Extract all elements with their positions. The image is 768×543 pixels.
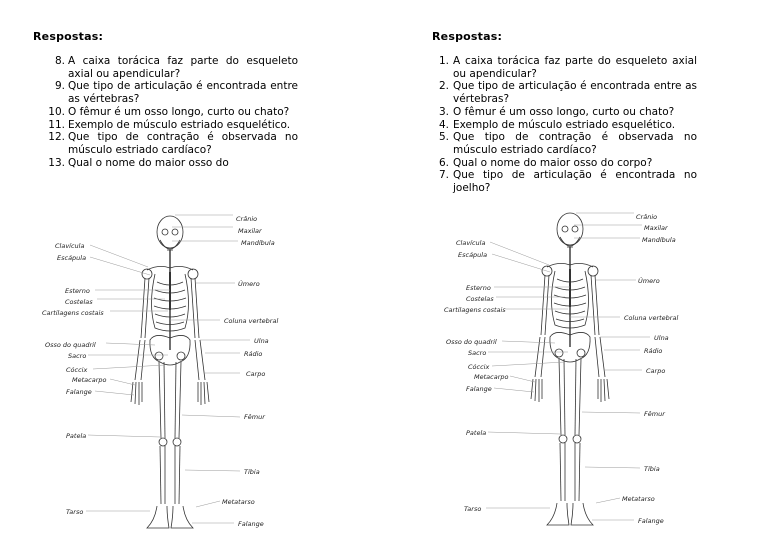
question-item: 6. Qual o nome do maior osso do corpo? bbox=[438, 156, 653, 169]
label-coccix: Cóccix bbox=[66, 366, 88, 374]
label-maxilar: Maxilar bbox=[238, 227, 262, 235]
label-costelas: Costelas bbox=[65, 298, 93, 306]
label-coluna: Coluna vertebral bbox=[624, 314, 679, 322]
label-umero: Úmero bbox=[638, 277, 660, 285]
label-sacro: Sacro bbox=[68, 352, 87, 360]
label-umero: Úmero bbox=[238, 280, 260, 288]
label-femur: Fêmur bbox=[244, 413, 265, 421]
label-tibia: Tíbia bbox=[244, 468, 260, 476]
label-sacro: Sacro bbox=[468, 349, 487, 357]
label-falange-mao: Falange bbox=[466, 385, 492, 393]
question-item: 5. Que tipo de contração é observada no músculo estriado cardíaco? bbox=[438, 131, 697, 156]
label-cartilagens: Cartilagens costais bbox=[42, 309, 104, 317]
label-cartilagens: Cartilagens costais bbox=[444, 306, 506, 314]
label-clavicula: Clavícula bbox=[456, 239, 486, 247]
label-osso-quadril: Osso do quadril bbox=[45, 341, 96, 349]
skeleton-diagram bbox=[0, 205, 384, 535]
label-tarso: Tarso bbox=[66, 508, 84, 516]
label-maxilar: Maxilar bbox=[644, 224, 668, 232]
label-ulna: Ulna bbox=[654, 334, 669, 342]
label-femur: Fêmur bbox=[644, 410, 665, 418]
question-list bbox=[33, 55, 298, 188]
question-item: 4. Exemplo de músculo estriado esquelético. bbox=[438, 118, 676, 131]
label-patela: Patela bbox=[466, 429, 487, 437]
question-item: 1. A caixa torácica faz parte do esqueleto axial ou apendicular? bbox=[438, 55, 697, 80]
label-metacarpo: Metacarpo bbox=[474, 373, 509, 381]
label-mandibula: Mandíbula bbox=[642, 236, 676, 244]
label-clavicula: Clavícula bbox=[55, 242, 85, 250]
answers-heading: Respostas: bbox=[33, 30, 104, 43]
label-carpo: Carpo bbox=[246, 370, 266, 378]
label-carpo: Carpo bbox=[646, 367, 666, 375]
label-metatarso: Metatarso bbox=[622, 495, 655, 503]
label-metacarpo: Metacarpo bbox=[72, 376, 107, 384]
label-coccix: Cóccix bbox=[468, 363, 490, 371]
question-item: 11. Exemplo de músculo estriado esquelético. bbox=[48, 118, 291, 131]
right-column bbox=[384, 0, 768, 543]
question-item: 12. Que tipo de contração é observada no músculo estriado cardíaco? bbox=[48, 131, 298, 156]
skeleton-figure bbox=[0, 205, 384, 535]
label-esterno: Esterno bbox=[65, 287, 90, 295]
label-coluna: Coluna vertebral bbox=[224, 317, 279, 325]
label-tibia: Tíbia bbox=[644, 465, 660, 473]
label-tarso: Tarso bbox=[464, 505, 482, 513]
label-escapula: Escápula bbox=[458, 251, 488, 259]
label-cranio: Crânio bbox=[236, 215, 258, 223]
answers-heading: Respostas: bbox=[432, 30, 503, 43]
label-falange-pe: Falange bbox=[638, 517, 664, 525]
label-cranio: Crânio bbox=[636, 213, 658, 221]
question-item: 2. Que tipo de articulação é encontrada entre as vértebras? bbox=[438, 80, 697, 106]
label-patela: Patela bbox=[66, 432, 87, 440]
question-item: 9. Que tipo de articulação é encontrada entre as vértebras? bbox=[54, 80, 298, 106]
question-item: 7. Que tipo de articulação é encontrada no joelho? bbox=[438, 169, 697, 195]
label-falange-pe: Falange bbox=[238, 520, 264, 528]
question-item: 3. O fêmur é um osso longo, curto ou chato? bbox=[438, 105, 675, 118]
skeleton-figure bbox=[384, 205, 768, 535]
label-escapula: Escápula bbox=[57, 254, 87, 262]
label-radio: Rádio bbox=[644, 347, 663, 355]
question-item: 8. A caixa torácica faz parte do esqueleto axial ou apendicular? bbox=[54, 55, 298, 80]
skeleton-diagram bbox=[384, 205, 768, 535]
question-item: 13. Qual o nome do maior osso do bbox=[48, 156, 229, 169]
label-mandibula: Mandíbula bbox=[241, 239, 275, 247]
label-osso-quadril: Osso do quadril bbox=[446, 338, 497, 346]
label-costelas: Costelas bbox=[466, 295, 494, 303]
question-item: 10. O fêmur é um osso longo, curto ou chato? bbox=[48, 105, 290, 118]
label-esterno: Esterno bbox=[466, 284, 491, 292]
label-metatarso: Metatarso bbox=[222, 498, 255, 506]
question-list bbox=[432, 55, 697, 195]
label-falange-mao: Falange bbox=[66, 388, 92, 396]
label-ulna: Ulna bbox=[254, 337, 269, 345]
label-radio: Rádio bbox=[244, 350, 263, 358]
